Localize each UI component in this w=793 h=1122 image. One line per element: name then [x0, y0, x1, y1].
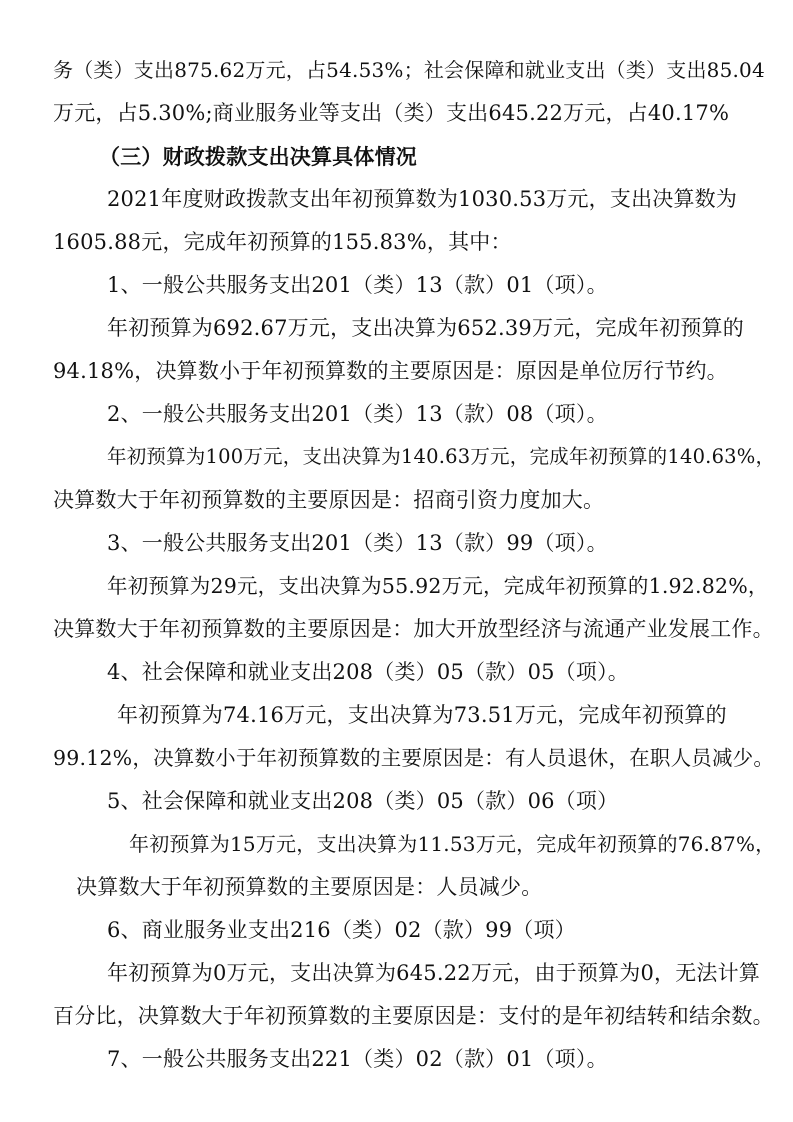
text-line: 决算数大于年初预算数的主要原因是：招商引资力度加大。	[53, 488, 605, 512]
item-heading: 5、社会保障和就业支出208（类）05（款）06（项）	[107, 789, 619, 813]
text-line: 年初预算为0万元，支出决算为645.22万元，由于预算为0，无法计算	[107, 961, 760, 985]
text-line: 94.18%，决算数小于年初预算数的主要原因是：原因是单位厉行节约。	[53, 359, 728, 383]
text-line: 1605.88元，完成年初预算的155.83%，其中：	[53, 230, 512, 254]
item-heading: 1、一般公共服务支出201（类）13（款）01（项）。	[107, 273, 608, 297]
item-heading: 6、商业服务业支出216（类）02（款）99（项）	[107, 918, 576, 942]
text-line: 决算数大于年初预算数的主要原因是：加大开放型经济与流通产业发展工作。	[53, 617, 774, 641]
item-heading: 2、一般公共服务支出201（类）13（款）08（项）。	[107, 402, 608, 426]
text-line: 百分比，决算数大于年初预算数的主要原因是：支付的是年初结转和结余数。	[53, 1004, 774, 1028]
text-line: 99.12%，决算数小于年初预算数的主要原因是：有人员退休，在职人员减少。	[53, 746, 775, 770]
text-line: 决算数大于年初预算数的主要原因是：人员减少。	[76, 875, 543, 899]
item-heading: 7、一般公共服务支出221（类）02（款）01（项）。	[107, 1047, 608, 1071]
item-heading: 3、一般公共服务支出201（类）13（款）99（项）。	[107, 531, 608, 555]
text-line: 万元，占5.30%;商业服务业等支出（类）支出645.22万元，占40.17%	[53, 101, 730, 125]
text-line: 务（类）支出875.62万元，占54.53%；社会保障和就业支出（类）支出85.04	[53, 58, 765, 82]
text-line: 年初预算为29元，支出决算为55.92万元，完成年初预算的1.92.82%，	[107, 574, 769, 598]
text-line: 年初预算为15万元，支出决算为11.53万元，完成年初预算的76.87%，	[129, 832, 776, 856]
text-line: 年初预算为692.67万元，支出决算为652.39万元，完成年初预算的	[107, 316, 744, 340]
item-heading: 4、社会保障和就业支出208（类）05（款）05（项）。	[107, 660, 629, 684]
text-line: 年初预算为100万元，支出决算为140.63万元，完成年初预算的140.63%，	[107, 445, 776, 468]
text-line: 2021年度财政拨款支出年初预算数为1030.53万元，支出决算数为	[107, 187, 738, 211]
section-heading: （三）财政拨款支出决算具体情况	[99, 144, 417, 169]
text-line: 年初预算为74.16万元，支出决算为73.51万元，完成年初预算的	[117, 703, 727, 727]
